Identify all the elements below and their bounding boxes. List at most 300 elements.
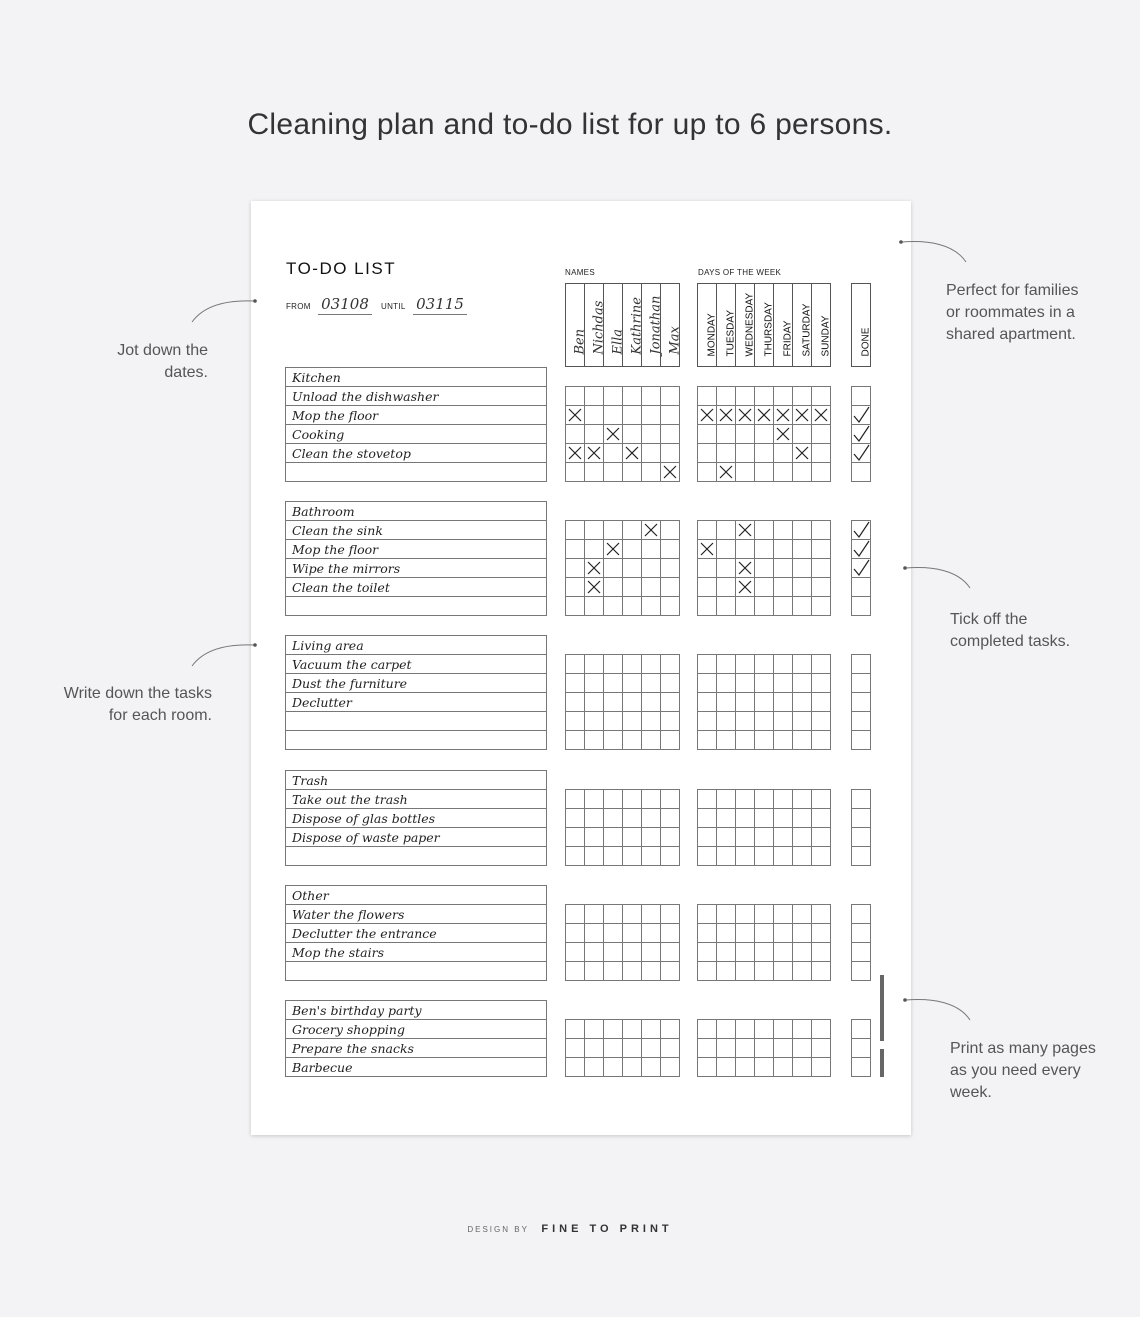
days-cell[interactable] — [736, 463, 755, 482]
days-cell[interactable] — [698, 406, 717, 425]
days-cell[interactable] — [736, 540, 755, 559]
names-cell[interactable] — [623, 712, 642, 731]
names-cell[interactable] — [566, 521, 585, 540]
names-cell[interactable] — [566, 463, 585, 482]
done-cell[interactable] — [852, 847, 871, 866]
done-cell[interactable] — [852, 962, 871, 981]
names-cell[interactable] — [642, 790, 661, 809]
days-cell[interactable] — [793, 655, 812, 674]
task-row[interactable]: Dust the furniture — [286, 674, 546, 693]
days-cell[interactable] — [698, 578, 717, 597]
names-cell[interactable] — [604, 463, 623, 482]
names-cell[interactable] — [661, 943, 680, 962]
names-cell[interactable] — [566, 1058, 585, 1077]
days-cell[interactable] — [736, 905, 755, 924]
days-cell[interactable] — [755, 387, 774, 406]
days-cell[interactable] — [755, 731, 774, 750]
days-cell[interactable] — [812, 559, 831, 578]
days-cell[interactable] — [755, 597, 774, 616]
names-cell[interactable] — [566, 693, 585, 712]
names-cell[interactable] — [623, 387, 642, 406]
names-cell[interactable] — [642, 425, 661, 444]
days-cell[interactable] — [793, 924, 812, 943]
names-cell[interactable] — [661, 425, 680, 444]
days-cell[interactable] — [755, 406, 774, 425]
names-cell[interactable] — [642, 463, 661, 482]
done-cell[interactable] — [852, 521, 871, 540]
days-cell[interactable] — [698, 693, 717, 712]
days-cell[interactable] — [793, 674, 812, 693]
names-cell[interactable] — [604, 597, 623, 616]
names-cell[interactable] — [604, 540, 623, 559]
days-cell[interactable] — [812, 521, 831, 540]
names-cell[interactable] — [585, 962, 604, 981]
days-cell[interactable] — [793, 559, 812, 578]
names-cell[interactable] — [566, 578, 585, 597]
days-cell[interactable] — [717, 790, 736, 809]
task-row[interactable]: Mop the stairs — [286, 943, 546, 962]
days-cell[interactable] — [812, 425, 831, 444]
days-cell[interactable] — [812, 905, 831, 924]
task-row[interactable] — [286, 463, 546, 482]
days-cell[interactable] — [812, 962, 831, 981]
names-cell[interactable] — [642, 655, 661, 674]
names-cell[interactable] — [566, 924, 585, 943]
days-cell[interactable] — [774, 1020, 793, 1039]
task-row[interactable]: Water the flowers — [286, 905, 546, 924]
names-cell[interactable] — [642, 521, 661, 540]
names-cell[interactable] — [566, 790, 585, 809]
days-cell[interactable] — [812, 693, 831, 712]
names-cell[interactable] — [566, 712, 585, 731]
done-cell[interactable] — [852, 924, 871, 943]
names-cell[interactable] — [566, 809, 585, 828]
names-cell[interactable] — [642, 809, 661, 828]
days-cell[interactable] — [812, 655, 831, 674]
days-cell[interactable] — [812, 578, 831, 597]
names-cell[interactable] — [661, 712, 680, 731]
task-row[interactable]: Dispose of glas bottles — [286, 809, 546, 828]
days-cell[interactable] — [774, 1058, 793, 1077]
days-cell[interactable] — [736, 444, 755, 463]
names-cell[interactable] — [661, 828, 680, 847]
names-cell[interactable] — [566, 444, 585, 463]
days-cell[interactable] — [717, 674, 736, 693]
names-cell[interactable] — [566, 828, 585, 847]
task-row[interactable] — [286, 962, 546, 981]
days-cell[interactable] — [736, 1058, 755, 1077]
names-cell[interactable] — [661, 905, 680, 924]
names-cell[interactable] — [661, 674, 680, 693]
names-cell[interactable] — [661, 521, 680, 540]
names-cell[interactable] — [642, 1058, 661, 1077]
days-cell[interactable] — [793, 828, 812, 847]
days-cell[interactable] — [755, 712, 774, 731]
days-cell[interactable] — [736, 790, 755, 809]
days-cell[interactable] — [698, 712, 717, 731]
days-cell[interactable] — [698, 425, 717, 444]
task-row[interactable] — [286, 597, 546, 616]
days-cell[interactable] — [774, 597, 793, 616]
names-cell[interactable] — [661, 1058, 680, 1077]
days-cell[interactable] — [698, 559, 717, 578]
done-cell[interactable] — [852, 809, 871, 828]
names-cell[interactable] — [604, 790, 623, 809]
days-cell[interactable] — [774, 962, 793, 981]
days-cell[interactable] — [793, 540, 812, 559]
names-cell[interactable] — [661, 463, 680, 482]
days-cell[interactable] — [698, 790, 717, 809]
names-cell[interactable] — [623, 809, 642, 828]
days-cell[interactable] — [793, 1020, 812, 1039]
names-cell[interactable] — [604, 828, 623, 847]
names-cell[interactable] — [642, 847, 661, 866]
done-cell[interactable] — [852, 406, 871, 425]
names-cell[interactable] — [642, 905, 661, 924]
names-cell[interactable] — [642, 693, 661, 712]
names-cell[interactable] — [585, 924, 604, 943]
names-cell[interactable] — [642, 1020, 661, 1039]
days-cell[interactable] — [698, 463, 717, 482]
days-cell[interactable] — [736, 425, 755, 444]
done-cell[interactable] — [852, 444, 871, 463]
names-cell[interactable] — [566, 847, 585, 866]
days-cell[interactable] — [717, 444, 736, 463]
names-cell[interactable] — [661, 406, 680, 425]
task-row[interactable]: Declutter the entrance — [286, 924, 546, 943]
days-cell[interactable] — [774, 559, 793, 578]
names-cell[interactable] — [623, 731, 642, 750]
names-cell[interactable] — [623, 425, 642, 444]
names-cell[interactable] — [623, 655, 642, 674]
task-row[interactable]: Clean the sink — [286, 521, 546, 540]
task-row[interactable]: Clean the stovetop — [286, 444, 546, 463]
days-cell[interactable] — [717, 406, 736, 425]
names-cell[interactable] — [604, 1039, 623, 1058]
days-cell[interactable] — [717, 905, 736, 924]
days-cell[interactable] — [755, 828, 774, 847]
done-cell[interactable] — [852, 905, 871, 924]
task-row[interactable]: Barbecue — [286, 1058, 546, 1077]
names-cell[interactable] — [623, 693, 642, 712]
task-row[interactable]: Clean the toilet — [286, 578, 546, 597]
done-cell[interactable] — [852, 559, 871, 578]
days-cell[interactable] — [717, 1020, 736, 1039]
days-cell[interactable] — [755, 1058, 774, 1077]
days-cell[interactable] — [717, 655, 736, 674]
days-cell[interactable] — [698, 905, 717, 924]
names-cell[interactable] — [661, 444, 680, 463]
names-cell[interactable] — [661, 559, 680, 578]
days-cell[interactable] — [812, 444, 831, 463]
days-cell[interactable] — [755, 444, 774, 463]
days-cell[interactable] — [736, 655, 755, 674]
names-cell[interactable] — [623, 1039, 642, 1058]
days-cell[interactable] — [812, 674, 831, 693]
days-cell[interactable] — [774, 655, 793, 674]
days-cell[interactable] — [774, 674, 793, 693]
days-cell[interactable] — [812, 597, 831, 616]
days-cell[interactable] — [698, 444, 717, 463]
names-cell[interactable] — [661, 962, 680, 981]
days-cell[interactable] — [755, 578, 774, 597]
section-heading[interactable]: Other — [286, 886, 546, 905]
days-cell[interactable] — [793, 712, 812, 731]
names-cell[interactable] — [566, 674, 585, 693]
names-cell[interactable] — [585, 655, 604, 674]
names-cell[interactable] — [604, 578, 623, 597]
days-cell[interactable] — [717, 943, 736, 962]
days-cell[interactable] — [717, 962, 736, 981]
days-cell[interactable] — [717, 540, 736, 559]
names-cell[interactable] — [566, 597, 585, 616]
names-cell[interactable] — [566, 943, 585, 962]
days-cell[interactable] — [698, 597, 717, 616]
task-row[interactable]: Prepare the snacks — [286, 1039, 546, 1058]
names-cell[interactable] — [604, 905, 623, 924]
names-cell[interactable] — [642, 540, 661, 559]
names-cell[interactable] — [623, 790, 642, 809]
days-cell[interactable] — [736, 406, 755, 425]
names-cell[interactable] — [642, 962, 661, 981]
days-cell[interactable] — [698, 521, 717, 540]
section-heading[interactable]: Kitchen — [286, 368, 546, 387]
days-cell[interactable] — [698, 1039, 717, 1058]
days-cell[interactable] — [717, 847, 736, 866]
days-cell[interactable] — [717, 463, 736, 482]
names-cell[interactable] — [661, 578, 680, 597]
names-cell[interactable] — [585, 712, 604, 731]
names-cell[interactable] — [623, 559, 642, 578]
names-cell[interactable] — [604, 387, 623, 406]
names-cell[interactable] — [642, 444, 661, 463]
done-cell[interactable] — [852, 693, 871, 712]
names-cell[interactable] — [623, 521, 642, 540]
days-cell[interactable] — [736, 521, 755, 540]
days-cell[interactable] — [793, 905, 812, 924]
names-cell[interactable] — [585, 1020, 604, 1039]
section-heading[interactable]: Living area — [286, 636, 546, 655]
names-cell[interactable] — [585, 444, 604, 463]
days-cell[interactable] — [717, 1058, 736, 1077]
days-cell[interactable] — [736, 597, 755, 616]
names-cell[interactable] — [661, 809, 680, 828]
days-cell[interactable] — [736, 962, 755, 981]
task-row[interactable]: Cooking — [286, 425, 546, 444]
names-cell[interactable] — [604, 693, 623, 712]
days-cell[interactable] — [717, 521, 736, 540]
days-cell[interactable] — [793, 790, 812, 809]
days-cell[interactable] — [774, 406, 793, 425]
names-cell[interactable] — [661, 731, 680, 750]
days-cell[interactable] — [698, 1058, 717, 1077]
names-cell[interactable] — [604, 674, 623, 693]
days-cell[interactable] — [755, 655, 774, 674]
names-cell[interactable] — [623, 924, 642, 943]
done-cell[interactable] — [852, 1020, 871, 1039]
days-cell[interactable] — [698, 1020, 717, 1039]
section-heading[interactable]: Bathroom — [286, 502, 546, 521]
days-cell[interactable] — [755, 559, 774, 578]
done-cell[interactable] — [852, 828, 871, 847]
done-cell[interactable] — [852, 597, 871, 616]
days-cell[interactable] — [793, 521, 812, 540]
names-cell[interactable] — [566, 1039, 585, 1058]
days-cell[interactable] — [812, 406, 831, 425]
days-cell[interactable] — [736, 924, 755, 943]
names-cell[interactable] — [604, 655, 623, 674]
days-cell[interactable] — [698, 847, 717, 866]
names-cell[interactable] — [623, 905, 642, 924]
names-cell[interactable] — [661, 387, 680, 406]
days-cell[interactable] — [736, 847, 755, 866]
days-cell[interactable] — [717, 387, 736, 406]
days-cell[interactable] — [736, 1039, 755, 1058]
days-cell[interactable] — [774, 943, 793, 962]
names-cell[interactable] — [661, 1039, 680, 1058]
days-cell[interactable] — [717, 828, 736, 847]
days-cell[interactable] — [793, 943, 812, 962]
days-cell[interactable] — [717, 693, 736, 712]
days-cell[interactable] — [736, 731, 755, 750]
days-cell[interactable] — [812, 943, 831, 962]
days-cell[interactable] — [774, 540, 793, 559]
names-cell[interactable] — [642, 674, 661, 693]
days-cell[interactable] — [812, 828, 831, 847]
days-cell[interactable] — [717, 809, 736, 828]
days-cell[interactable] — [793, 463, 812, 482]
names-cell[interactable] — [642, 387, 661, 406]
names-cell[interactable] — [585, 597, 604, 616]
names-cell[interactable] — [604, 425, 623, 444]
names-cell[interactable] — [566, 387, 585, 406]
names-cell[interactable] — [642, 712, 661, 731]
days-cell[interactable] — [774, 425, 793, 444]
days-cell[interactable] — [717, 1039, 736, 1058]
days-cell[interactable] — [755, 847, 774, 866]
names-cell[interactable] — [604, 444, 623, 463]
days-cell[interactable] — [774, 578, 793, 597]
days-cell[interactable] — [793, 1039, 812, 1058]
names-cell[interactable] — [661, 655, 680, 674]
names-cell[interactable] — [642, 731, 661, 750]
names-cell[interactable] — [604, 521, 623, 540]
names-cell[interactable] — [585, 809, 604, 828]
days-cell[interactable] — [774, 828, 793, 847]
days-cell[interactable] — [717, 425, 736, 444]
names-cell[interactable] — [585, 905, 604, 924]
days-cell[interactable] — [774, 905, 793, 924]
days-cell[interactable] — [793, 444, 812, 463]
days-cell[interactable] — [812, 809, 831, 828]
days-cell[interactable] — [774, 387, 793, 406]
names-cell[interactable] — [623, 1058, 642, 1077]
names-cell[interactable] — [585, 731, 604, 750]
names-cell[interactable] — [566, 655, 585, 674]
days-cell[interactable] — [755, 540, 774, 559]
days-cell[interactable] — [698, 962, 717, 981]
days-cell[interactable] — [812, 712, 831, 731]
days-cell[interactable] — [736, 674, 755, 693]
names-cell[interactable] — [604, 1058, 623, 1077]
done-cell[interactable] — [852, 1058, 871, 1077]
days-cell[interactable] — [793, 1058, 812, 1077]
days-cell[interactable] — [774, 1039, 793, 1058]
days-cell[interactable] — [698, 828, 717, 847]
days-cell[interactable] — [793, 731, 812, 750]
names-cell[interactable] — [585, 559, 604, 578]
done-cell[interactable] — [852, 731, 871, 750]
days-cell[interactable] — [717, 597, 736, 616]
days-cell[interactable] — [755, 1020, 774, 1039]
section-heading[interactable]: Ben's birthday party — [286, 1001, 546, 1020]
names-cell[interactable] — [585, 578, 604, 597]
days-cell[interactable] — [812, 731, 831, 750]
days-cell[interactable] — [812, 847, 831, 866]
names-cell[interactable] — [585, 1058, 604, 1077]
days-cell[interactable] — [774, 444, 793, 463]
done-cell[interactable] — [852, 1039, 871, 1058]
days-cell[interactable] — [812, 924, 831, 943]
days-cell[interactable] — [774, 847, 793, 866]
names-cell[interactable] — [661, 540, 680, 559]
names-cell[interactable] — [642, 597, 661, 616]
days-cell[interactable] — [755, 425, 774, 444]
days-cell[interactable] — [717, 559, 736, 578]
days-cell[interactable] — [717, 712, 736, 731]
names-cell[interactable] — [604, 1020, 623, 1039]
task-row[interactable]: Declutter — [286, 693, 546, 712]
done-cell[interactable] — [852, 578, 871, 597]
until-date[interactable]: 03115 — [413, 296, 467, 315]
names-cell[interactable] — [642, 406, 661, 425]
names-cell[interactable] — [661, 847, 680, 866]
task-row[interactable] — [286, 712, 546, 731]
days-cell[interactable] — [755, 924, 774, 943]
names-cell[interactable] — [566, 559, 585, 578]
days-cell[interactable] — [698, 943, 717, 962]
done-cell[interactable] — [852, 655, 871, 674]
from-date[interactable]: 03108 — [318, 296, 372, 315]
done-cell[interactable] — [852, 712, 871, 731]
days-cell[interactable] — [755, 809, 774, 828]
names-cell[interactable] — [585, 674, 604, 693]
names-cell[interactable] — [604, 847, 623, 866]
done-cell[interactable] — [852, 540, 871, 559]
days-cell[interactable] — [774, 693, 793, 712]
days-cell[interactable] — [774, 712, 793, 731]
names-cell[interactable] — [661, 1020, 680, 1039]
names-cell[interactable] — [623, 828, 642, 847]
names-cell[interactable] — [604, 809, 623, 828]
days-cell[interactable] — [717, 578, 736, 597]
days-cell[interactable] — [812, 387, 831, 406]
names-cell[interactable] — [642, 943, 661, 962]
days-cell[interactable] — [812, 1039, 831, 1058]
names-cell[interactable] — [585, 540, 604, 559]
names-cell[interactable] — [566, 1020, 585, 1039]
days-cell[interactable] — [774, 521, 793, 540]
days-cell[interactable] — [793, 578, 812, 597]
names-cell[interactable] — [585, 790, 604, 809]
task-row[interactable] — [286, 847, 546, 866]
days-cell[interactable] — [698, 674, 717, 693]
days-cell[interactable] — [755, 521, 774, 540]
days-cell[interactable] — [812, 1020, 831, 1039]
days-cell[interactable] — [812, 540, 831, 559]
names-cell[interactable] — [623, 847, 642, 866]
done-cell[interactable] — [852, 387, 871, 406]
